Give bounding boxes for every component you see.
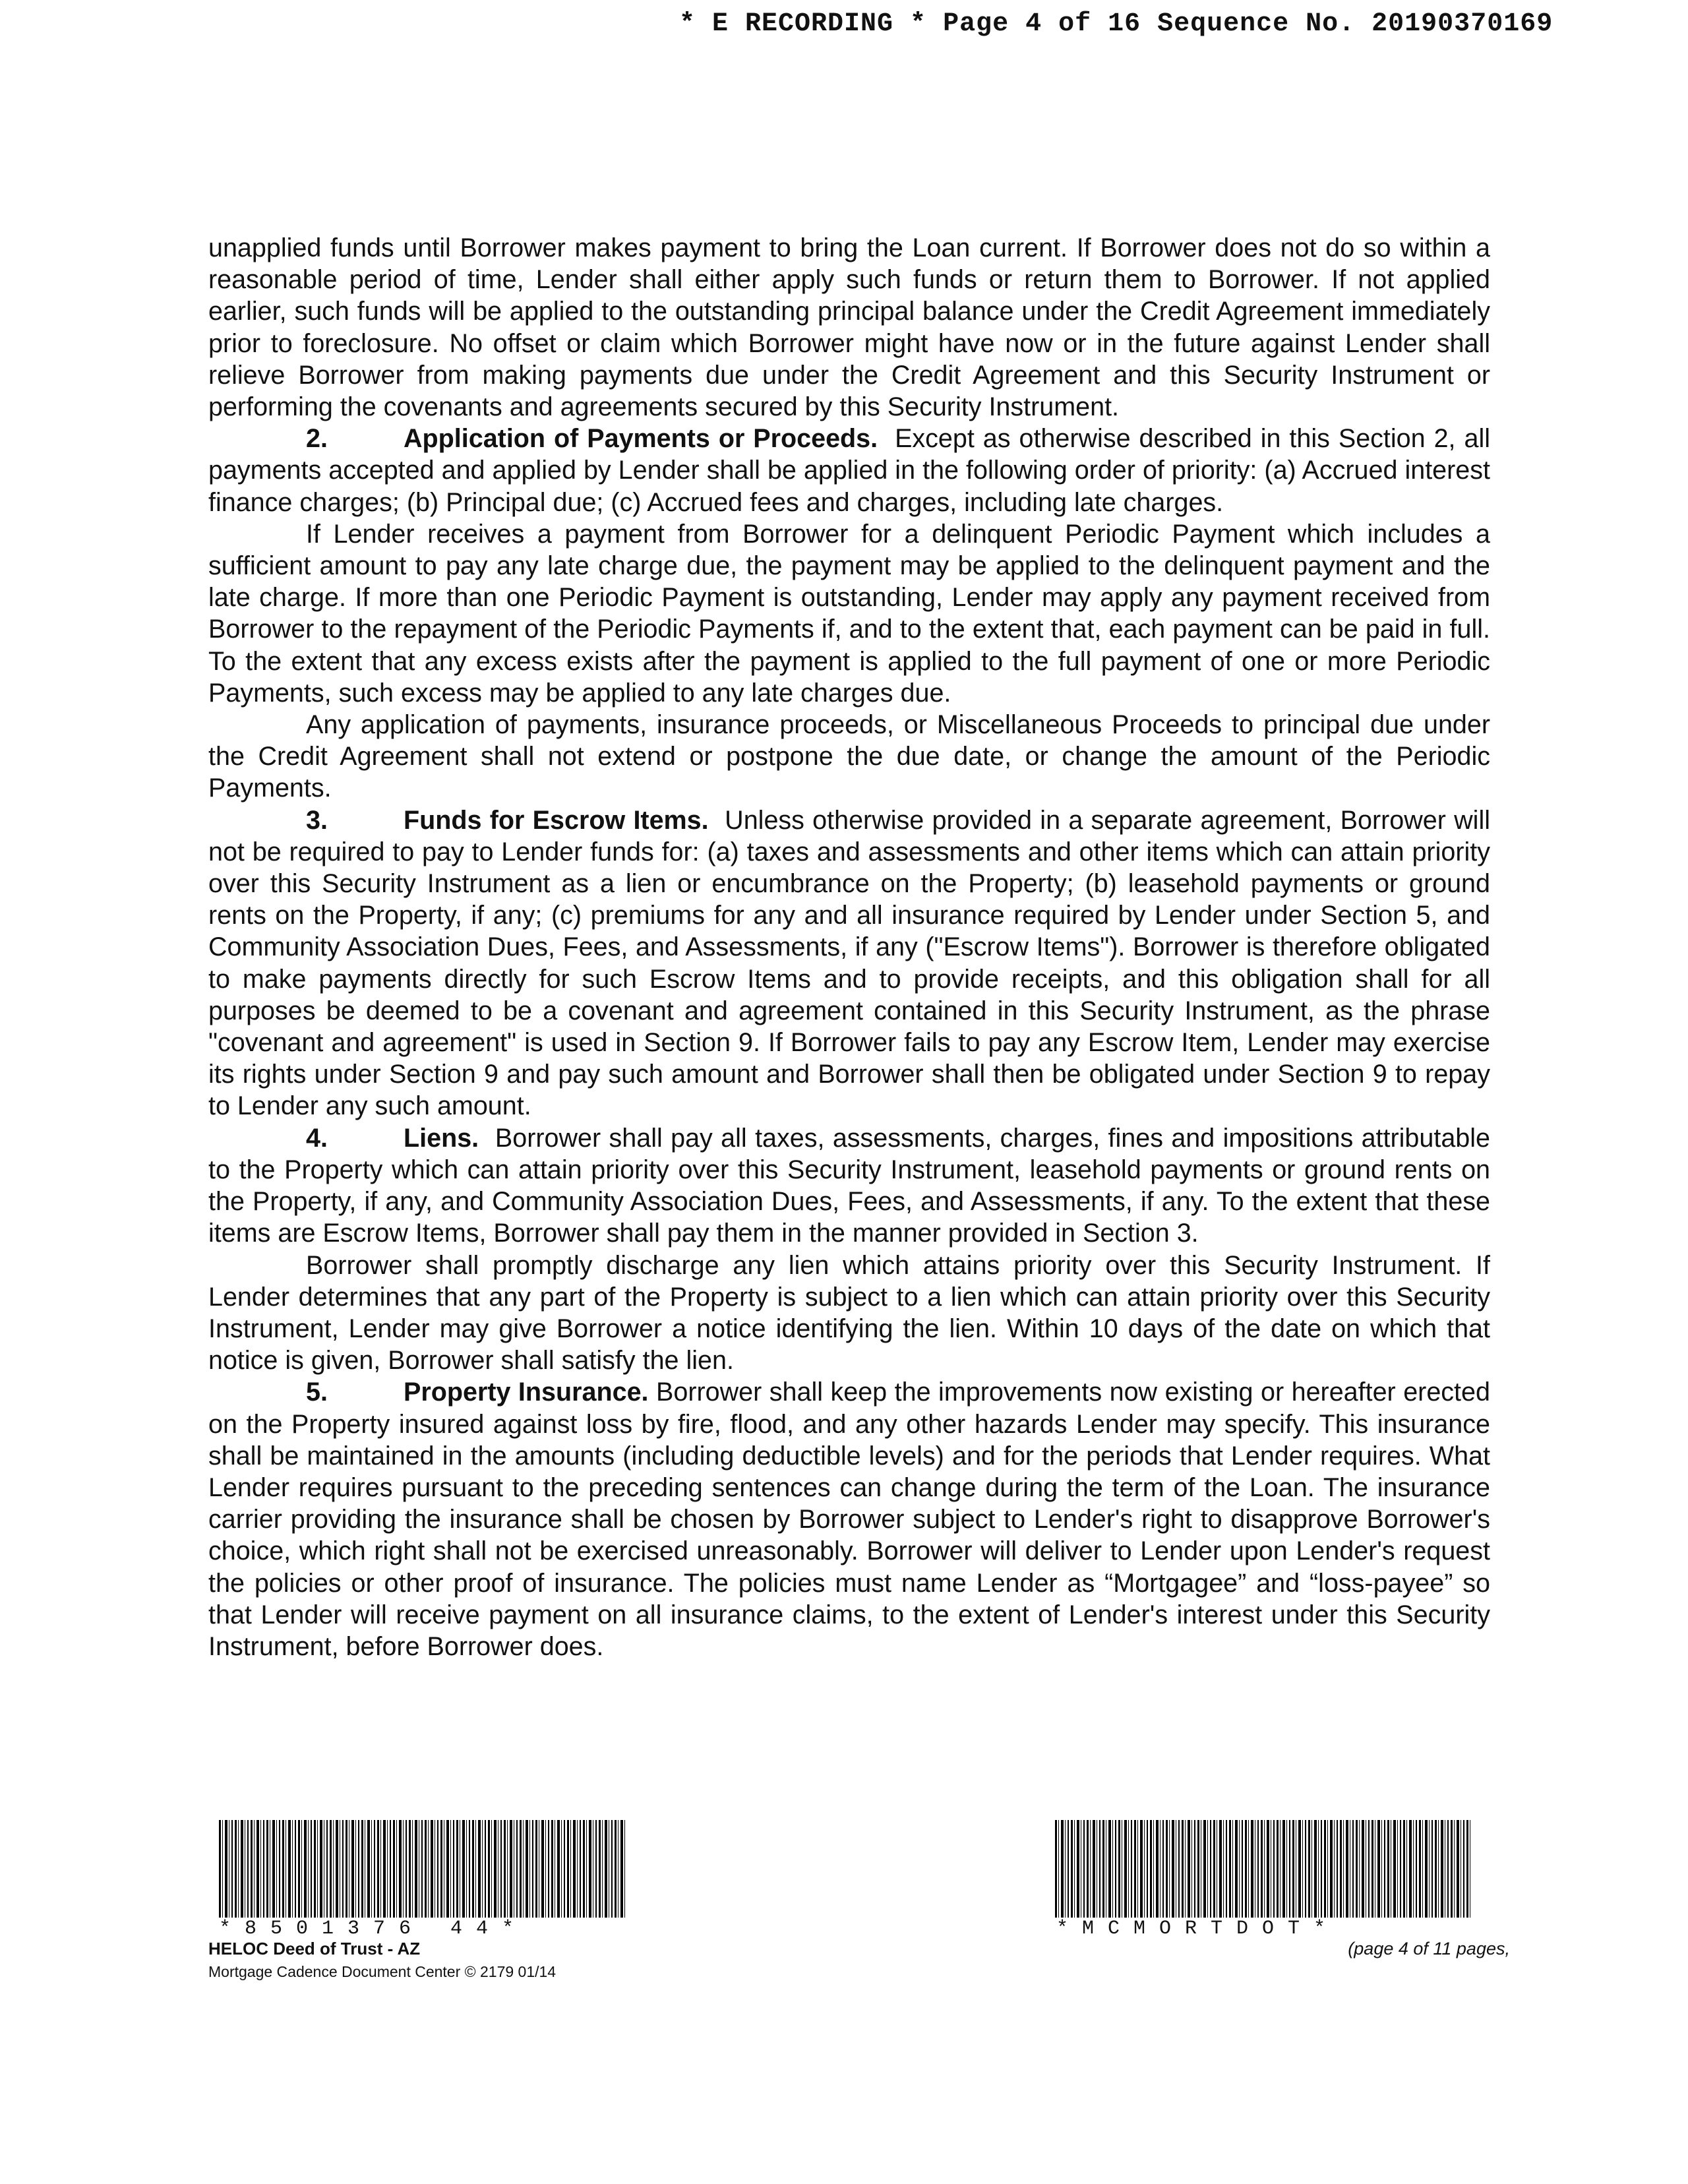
footer-left xyxy=(208,1820,670,1985)
section-4-text: Borrower shall pay all taxes, assessments, charges, fines and impositions attributable to the Property which can attain priority over this Security Instrument, leasehold payments or ground rents on the Property, if any, and Community Association Dues, Fees, and Assessments, if any. To the extent that these items are Escrow Items, Borrower shall pay them in the manner provided in Section 3. xyxy=(208,1123,1491,1248)
right-barcode-text: *MCMORTDOT* xyxy=(1056,1918,1340,1940)
section-5-number: 5. xyxy=(306,1378,328,1407)
section-4 xyxy=(208,1122,1490,1250)
footer-right xyxy=(1055,1820,1510,1958)
left-barcode xyxy=(219,1820,626,1918)
section-2-number: 2. xyxy=(306,424,328,454)
paragraph-discharge-lien: Borrower shall promptly discharge any lien which attains priority over this Security Instrument. If Lender determines that any part of the Property is subject to a lien which can attain priority over this Security Instrument, Lender may give Borrower a notice identifying the lien. Within 10 days of the date on which that notice is given, Borrower shall satisfy the lien. xyxy=(208,1250,1490,1376)
recording-header: * E RECORDING * Page 4 of 16 Sequence No. 20190370169 xyxy=(679,9,1553,39)
section-5 xyxy=(208,1376,1490,1662)
section-3-number: 3. xyxy=(306,805,328,835)
section-5-text: Borrower shall keep the improvements now existing or hereafter erected on the Property insured against loss by fire, flood, and any other hazards Lender may specify. This insurance shall be maintained in the amounts (including deductible levels) and for the periods that Lender requires. What Lender requires pursuant to the preceding sentences can change during the term of the Loan. The insurance carrier providing the insurance shall be chosen by Borrower subject to Lender's right to disapprove Borrower's choice, which right shall not be exercised unreasonably. Borrower will deliver to Lender upon Lender's request the policies or other proof of insurance. The policies must name Lender as “Mortgagee” and “loss-payee” so that Lender will receive payment on all insurance claims, to the extent of Lender's interest under this Security Instrument, before Borrower does. xyxy=(208,1378,1490,1661)
paragraph-application-of-payments: Any application of payments, insurance proceeds, or Miscellaneous Proceeds to principal due under the Credit Agreement shall not extend or postpone the due date, or change the amount of the Periodic Payments. xyxy=(208,710,1490,803)
section-3-title: Funds for Escrow Items. xyxy=(404,805,709,835)
section-3 xyxy=(208,804,1490,1122)
paragraph-unapplied-funds: unapplied funds until Borrower makes payment to bring the Loan current. If Borrower does not do so within a reasonable period of time, Lender shall either apply such funds or return them to Borrower. If not applied earlier, such funds will be applied to the outstanding principal balance under the Credit Agreement immediately prior to foreclosure. No offset or claim which Borrower might have now or in the future against Lender shall relieve Borrower from making payments due under the Credit Agreement and this Security Instrument or performing the covenants and agreements secured by this Security Instrument. xyxy=(208,233,1490,422)
right-barcode xyxy=(1055,1820,1470,1918)
form-title: HELOC Deed of Trust - AZ xyxy=(208,1939,421,1958)
section-2-title: Application of Payments or Proceeds. xyxy=(404,424,878,454)
paragraph-delinquent-payment: If Lender receives a payment from Borrower for a delinquent Periodic Payment which includes a sufficient amount to pay any late charge due, the payment may be applied to the delinquent payment and the late charge. If more than one Periodic Payment is outstanding, Lender may apply any payment received from Borrower to the repayment of the Periodic Payments if, and to the extent that, each payment can be paid in full. To the extent that any excess exists after the payment is applied to the full payment of one or more Periodic Payments, such excess may be applied to any late charges due. xyxy=(208,519,1490,708)
section-5-title: Property Insurance. xyxy=(404,1378,649,1407)
section-2-text: Except as otherwise described in this Section 2, all payments accepted and applied by Lender shall be applied in the following order of priority: (a) Accrued interest finance charges; (b) Principal due; (c) Accrued fees and charges, including late charges. xyxy=(208,424,1491,517)
page-count: (page 4 of 11 pages, xyxy=(1348,1939,1510,1958)
section-4-title: Liens. xyxy=(404,1123,479,1153)
form-source: Mortgage Cadence Document Center © 2179 01/14 xyxy=(208,1963,557,1980)
left-barcode-text: *8501376 44* xyxy=(219,1918,528,1940)
section-2 xyxy=(208,423,1490,518)
section-3-text: Unless otherwise provided in a separate agreement, Borrower will not be required to pay to Lender funds for: (a) taxes and assessments and other items which can attain priority over this Security Instrument as a lien or encumbrance on the Property; (b) leasehold payments or ground rents on the Property, if any; (c) premiums for any and all insurance required by Lender under Section 5, and Community Association Dues, Fees, and Assessments, if any ("Escrow Items"). Borrower is therefore obligated to make payments directly for such Escrow Items and to provide receipts, and this obligation shall for all purposes be deemed to be a covenant and agreement contained in this Security Instrument, as the phrase "covenant and agreement" is used in Section 9. If Borrower fails to pay any Escrow Item, Lender may exercise its rights under Section 9 and pay such amount and Borrower shall then be obligated under Section 9 to repay to Lender any such amount. xyxy=(208,805,1490,1121)
section-4-number: 4. xyxy=(306,1123,328,1153)
document-body xyxy=(208,232,1490,1662)
